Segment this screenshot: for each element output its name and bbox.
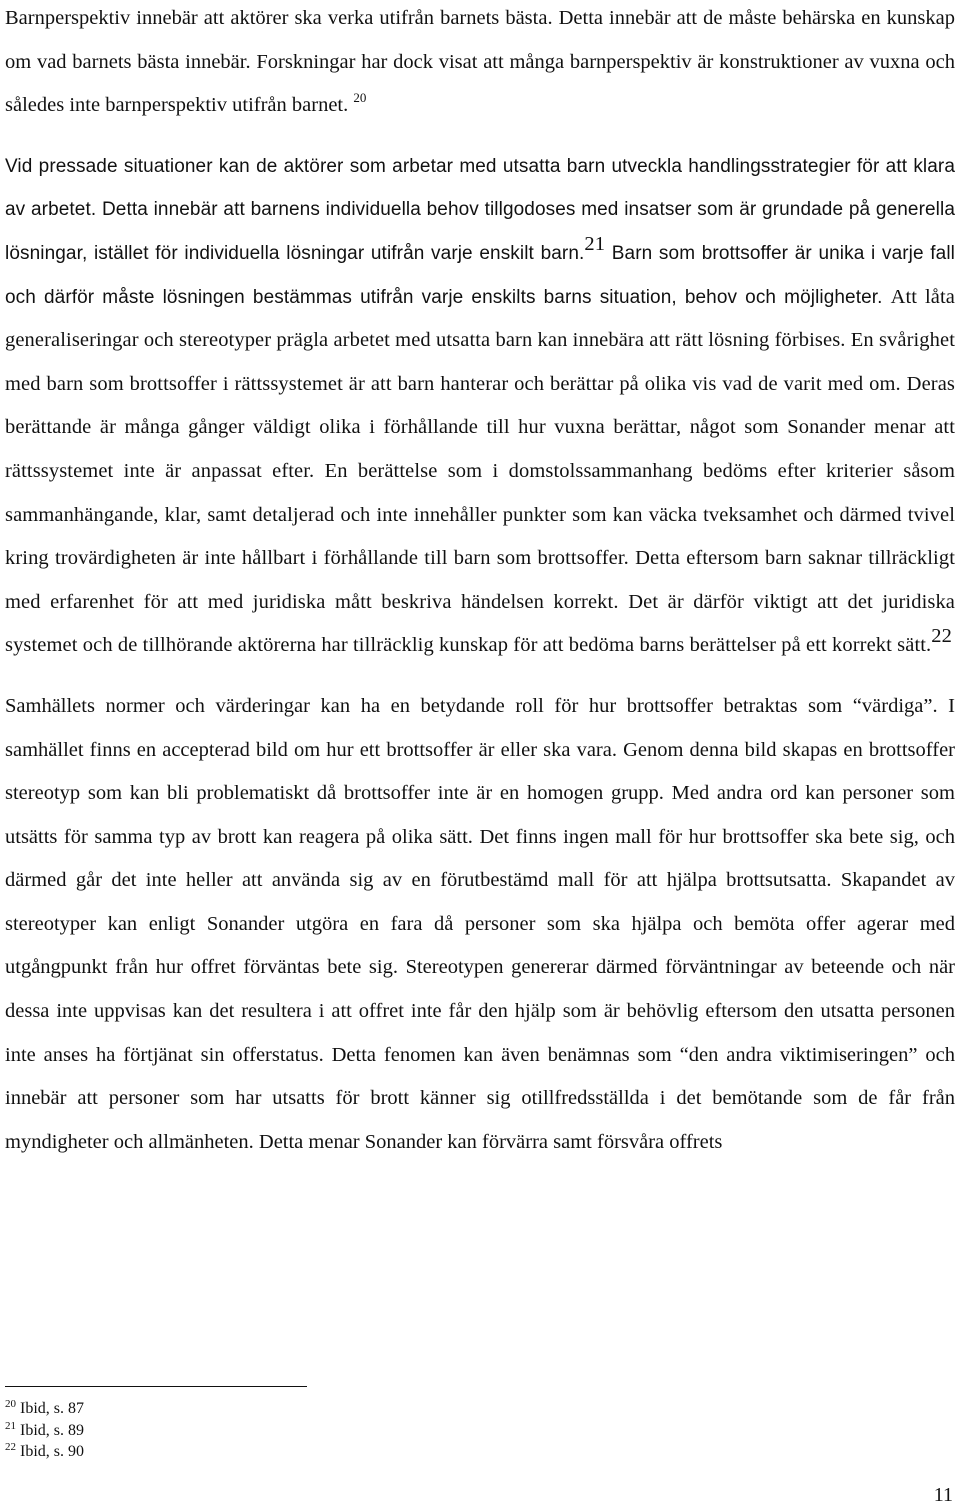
- footnote-number: 20: [5, 1398, 16, 1410]
- footnote-number: 22: [5, 1441, 16, 1453]
- paragraph-text: Barn som brottsoffer är unika i varje fall och därför måste lösningen bestämmas utifrån varje enskilts barns situation, behov och möjligheter.: [5, 242, 955, 308]
- footnote-ref-21: 21: [584, 232, 606, 255]
- page-body: [5, 0, 955, 1164]
- footnote-text: Ibid, s. 87: [20, 1400, 84, 1417]
- footnote-text: Ibid, s. 89: [20, 1421, 84, 1439]
- footnote-number: 21: [5, 1419, 16, 1432]
- page-number: 11: [933, 1484, 953, 1506]
- footnote-ref-22: 22: [931, 625, 952, 648]
- footnote-text: Ibid, s. 90: [20, 1443, 84, 1460]
- paragraph-text: Det är därför viktigt att det juridiska systemet och de tillhörande aktörerna har tillräcklig kunskap för att bedöma barns berättelser på ett korrekt sätt.: [5, 590, 955, 657]
- footnotes: [5, 1398, 84, 1463]
- paragraph-normer: [5, 685, 955, 1165]
- paragraph-barnperspektiv: [5, 0, 955, 128]
- footnote-20: [5, 1398, 84, 1420]
- paragraph-text: Att låta generaliseringar och stereotyper prägla arbetet med utsatta barn kan innebära att rätt lösning förbises. En svårighet med barn som brottsoffer i rättssystemet är att barn hanterar och berättar på olika vis vad de varit med om. Deras berättande är många gånger väldigt olika i förhållande till hur vuxna berättar, något som Sonander menar att rättssystemet inte är anpassat efter. En berättelse som i domstolssammanhang bedöms efter kriterier såsom sammanhängande, klar, samt detaljerad och inte innehåller punkter som kan väcka tveksamhet och därmed tvivel kring trovärdigheten är inte hållbart i förhållande till barn som brottsoffer. Detta eftersom barn saknar tillräckligt med erfarenhet för att med juridiska mått beskriva händelsen korrekt.: [5, 285, 955, 613]
- paragraph-text: Samhällets normer och värderingar kan ha en betydande roll för hur brottsoffer betraktas som “värdiga”. I samhället finns en accepterad bild om hur ett brottsoffer är eller ska vara. Genom denna bild skapas en brottsoffer stereotyp som kan bli problematiskt då brottsoffer inte är en homogen grupp. Med andra ord kan personer som utsätts för samma typ av brott kan reagera på olika sätt. Det finns ingen mall för hur brottsoffer ska bete sig, och därmed går det inte heller att använda sig av en förutbestämd mall för att hjälpa brottsutsatta. Skapandet av stereotyper kan enligt Sonander utgöra en fara då personer som ska hjälpa och bemöta offer agerar med utgångpunkt från hur offret förväntas bete sig. Stereotypen genererar därmed förväntningar av beteende och när dessa inte uppvisas kan det resultera i att offret inte får den hjälp som är behövlig eftersom den utsatta personen inte anses ha förtjänat sin offerstatus. Detta fenomen kan även benämnas som “den andra viktimiseringen” och innebär att personer som har utsatts för brott känner sig otillfredsställda i det bemötande som de får från myndigheter och allmänheten. Detta menar Sonander kan förvärra samt försvåra offrets: [5, 694, 955, 1153]
- footnote-separator: [5, 1386, 307, 1387]
- paragraph-handlingsstrategier: [5, 145, 955, 668]
- footnote-22: [5, 1441, 84, 1463]
- footnote-21: [5, 1420, 84, 1442]
- paragraph-text: Barnperspektiv innebär att aktörer ska verka utifrån barnets bästa. Detta innebär att de måste behärska en kunskap om vad barnets bästa innebär. Forskningar har dock visat att många barnperspektiv är konstruktioner av vuxna och således inte barnperspektiv utifrån barnet.: [5, 7, 955, 117]
- paragraph-text: Vid pressade situationer kan de aktörer som arbetar med utsatta barn utveckla handlingsstrategier för att klara av arbetet. Detta innebär att barnens individuella behov tillgodoses med insatser som är grundade på generella lösningar, istället för individuella lösningar utifrån varje enskilt barn.: [5, 155, 955, 264]
- footnote-ref-20: 20: [353, 90, 367, 106]
